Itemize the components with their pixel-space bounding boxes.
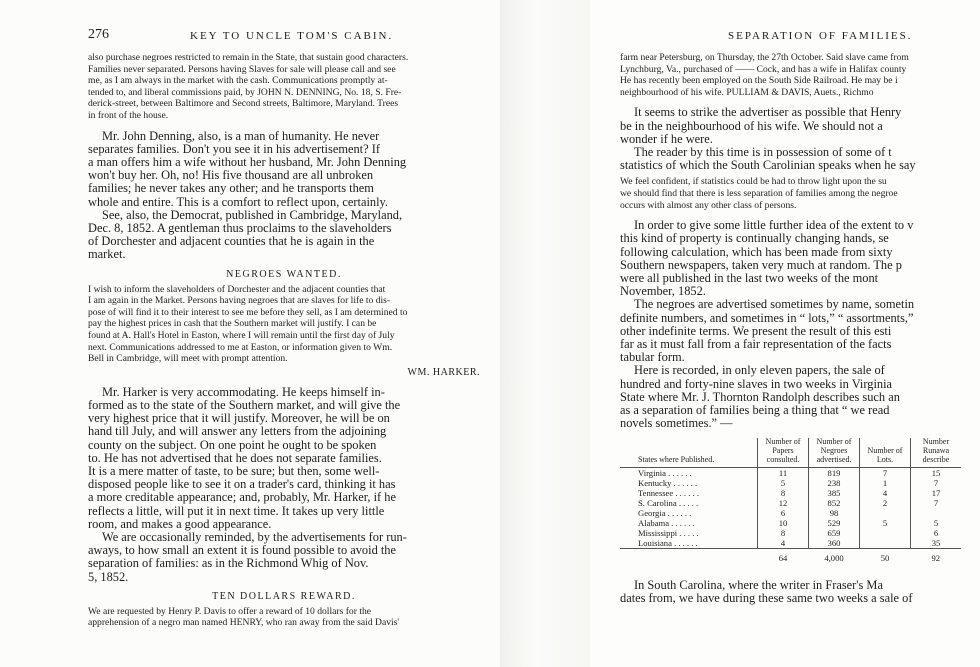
text-line: in front of the house. [88, 109, 169, 121]
table-total-cell: 64 [758, 549, 809, 564]
table-cell: 35 [911, 538, 962, 549]
text-line: pose of will find it to their interest to see me before they sell, as I am determined to [88, 306, 408, 318]
text-line: apprehension of a negro man named HENRY, who ran away from the said Davis' [88, 617, 400, 629]
signature: WM. HARKER. [407, 366, 480, 378]
table-row [620, 498, 961, 508]
table-cell: 360 [809, 538, 860, 549]
text-line: be in the neighbourhood of his wife. We should not a [620, 118, 883, 133]
table-cell: 6 [758, 508, 809, 518]
text-line: The reader by this time is in possession of some of t [634, 144, 892, 159]
table-cell: 17 [911, 488, 962, 498]
text-line: formed as to the state of the Southern market, and will give the [88, 397, 401, 412]
text-line: a more creditable appearance; and, probably, Mr. Harker, if he [88, 490, 396, 505]
text-line: Southern newspapers, taken very much at random. The p [620, 257, 902, 272]
text-line: The negroes are advertised sometimes by name, sometin [634, 297, 915, 312]
running-head-left: KEY TO UNCLE TOM'S CABIN. [190, 30, 394, 42]
table-cell: 659 [809, 528, 860, 538]
table-cell: Tennessee . . . . . . [638, 488, 699, 499]
table-row [620, 468, 961, 479]
table-column-header: Number of Lots. [860, 438, 911, 467]
text-line: aways, to how small an extent it is found possible to avoid the [88, 543, 396, 558]
text-line: other indefinite terms. We present the result of this esti [620, 323, 892, 338]
text-line: 5, 1852. [88, 569, 129, 584]
text-line: whole and entire. This is a comfort to reflect upon, certainly. [88, 194, 389, 209]
table-column-header: Number of Negroes advertised. [809, 438, 860, 467]
section-heading: NEGROES WANTED. [226, 268, 342, 280]
text-line: See, also, the Democrat, published in Cambridge, Maryland, [102, 207, 403, 222]
table-cell: 10 [758, 518, 809, 528]
table-total-cell: 4,000 [809, 549, 860, 564]
table-cell [860, 508, 911, 518]
closing-paragraph [620, 579, 980, 605]
text-line: I am again in the Market. Persons having negroes that are slaves for life to dis- [88, 295, 391, 307]
table-cell: 5 [911, 518, 962, 528]
text-line: very highest price that it will justify. Moreover, he will be on [88, 411, 390, 426]
table-cell [911, 508, 962, 518]
table-row [620, 538, 961, 549]
text-line: In South Carolina, where the writer in Fraser's Ma [634, 578, 883, 593]
text-line: derick-street, between Baltimore and Second streets, Baltimore, Maryland. Trees [88, 98, 399, 110]
table-cell [860, 528, 911, 538]
text-line: as a separation of families being a thing that “ we read [620, 403, 890, 418]
table-cell: 5 [758, 478, 809, 488]
table-row [620, 518, 961, 528]
table-cell: 819 [809, 468, 860, 479]
table-cell: 8 [758, 528, 809, 538]
text-line: market. [88, 247, 126, 262]
text-line: Here is recorded, in only eleven papers, the sale of [634, 363, 885, 378]
text-line: It seems to strike the advertiser as possible that Henry [634, 105, 902, 120]
text-line: to. He has not advertised that he does not separate families. [88, 450, 382, 465]
table-cell: 8 [758, 488, 809, 498]
table-column-header: Number of Papers consulted. [758, 438, 809, 467]
text-line: following calculation, which has been made from sixty [620, 244, 893, 259]
text-line: a man offers him a wife without her husband, Mr. John Denning [88, 154, 407, 169]
text-line: In order to give some little further idea of the extent to v [634, 218, 914, 233]
table-cell: 2 [860, 498, 911, 508]
text-line: hand till July, and will answer any letters from the adjoining [88, 424, 387, 439]
text-line: county on the subject. On one point he ought to be spoken [88, 437, 377, 452]
table-column-header: Number Runawa describe [911, 438, 962, 467]
table-total-cell [620, 549, 758, 564]
text-line: neighbourhood of his wife. PULLIAM & DAVIS, Auets., Richmo [620, 86, 874, 98]
text-line: wonder if he were. [620, 131, 713, 146]
table-cell: 12 [758, 498, 809, 508]
table-cell: 7 [911, 498, 962, 508]
left-page-text [88, 52, 480, 629]
table-column-header: States where Published. [620, 438, 758, 467]
text-line: tended to, and liberal commissions paid, by JOHN N. DENNING, No. 18, S. Fre- [88, 86, 402, 98]
table-row [620, 528, 961, 538]
table-cell: 1 [860, 478, 911, 488]
text-line: definite numbers, and sometimes in “ lots,” “ assortments,” [620, 310, 914, 325]
text-line: statistics of which the South Carolinian speaks when he say [620, 158, 916, 173]
table-totals-row [620, 549, 961, 564]
text-line: He has recently been employed on the South Side Railroad. He may be i [620, 75, 898, 87]
text-line: found at A. Hall's Hotel in Easton, where I will remain until the first day of July [88, 329, 395, 341]
table-cell: 7 [860, 468, 911, 479]
table-total-cell: 92 [911, 549, 962, 564]
table-cell: 238 [809, 478, 860, 488]
table-row [620, 508, 961, 518]
table-cell [860, 538, 911, 549]
text-line: separation of families: as in the Richmond Whig of Nov. [88, 556, 369, 571]
table-cell: 98 [809, 508, 860, 518]
table-cell: Virginia . . . . . . [638, 468, 692, 479]
table-cell: Kentucky . . . . . . [638, 478, 698, 489]
text-line: separates families. Don't you see it in his advertisement? If [88, 141, 380, 156]
text-line: Dec. 8, 1852. A gentleman thus proclaims to the slaveholders [88, 220, 392, 235]
text-line: Lynchburg, Va., purchased of —— Cock, and has a wife in Halifax county [620, 63, 907, 75]
right-page [590, 0, 980, 667]
table-cell: S. Carolina . . . . . [638, 498, 699, 509]
table-cell: 385 [809, 488, 860, 498]
text-line: farm near Petersburg, on Thursday, the 27th October. Said slave came from [620, 52, 909, 63]
table-cell: 7 [911, 478, 962, 488]
text-line: We are occasionally reminded, by the advertisements for run- [102, 529, 407, 544]
text-line: also purchase negroes restricted to remain in the State, that sustain good characters. [88, 52, 409, 63]
text-line: won't buy her. Oh, no! His five thousand are all unbroken [88, 168, 374, 183]
table-total-cell: 50 [860, 549, 911, 564]
text-line: Bell in Cambridge, will meet with prompt attention. [88, 353, 288, 365]
text-line: we should find that there is less separation of families among the negroe [620, 187, 898, 199]
right-page-paragraphs [620, 52, 980, 430]
right-page-text [620, 52, 980, 606]
table-cell: 6 [911, 528, 962, 538]
text-line: reflects a little, will put it in next time. It takes up very little [88, 503, 385, 518]
text-line: far as it must fall from a fair representation of the facts [620, 337, 892, 351]
page-number: 276 [88, 27, 109, 42]
text-line: novels sometimes.” — [620, 416, 733, 431]
text-line: of Dorchester and adjacent counties that he is again in the [88, 234, 375, 249]
text-line: Mr. Harker is very accommodating. He keeps himself in- [102, 384, 385, 399]
text-line: disposed people like to see it on a trader's card, thinking it has [88, 477, 396, 492]
table-cell: 4 [860, 488, 911, 498]
text-line: Mr. John Denning, also, is a man of humanity. He never [102, 128, 380, 143]
table-cell: Louisiana . . . . . . [638, 538, 698, 549]
text-line: me, as I am always in the market with the cash. Communications promptly at- [88, 75, 388, 87]
text-line: dates from, we have during these same two weeks a sale of [620, 591, 913, 606]
text-line: room, and makes a good appearance. [88, 516, 272, 531]
text-line: next. Communications addressed to me at Easton, or information given to Wm. [88, 341, 393, 353]
text-line: November, 1852. [620, 284, 706, 299]
text-line: It is a mere matter of taste, to be sure; but then, some well- [88, 463, 380, 478]
table-row [620, 488, 961, 498]
section-heading: TEN DOLLARS REWARD. [212, 590, 356, 602]
text-line: I wish to inform the slaveholders of Dorchester and the adjacent counties that [88, 283, 386, 295]
text-line: pay the highest prices in cash that the Southern market will justify. I can be [88, 318, 377, 330]
table-row [620, 478, 961, 488]
text-line: We feel confident, if statistics could be had to throw light upon the su [620, 176, 887, 188]
table-body [620, 468, 961, 564]
text-line: Families never separated. Persons having Slaves for sale will please call and see [88, 63, 396, 75]
table-cell: 4 [758, 538, 809, 549]
table-cell: 852 [809, 498, 860, 508]
table-cell: 529 [809, 518, 860, 528]
table-cell: Mississippi . . . . . [638, 528, 699, 539]
table-header-row [620, 438, 961, 467]
text-line: State where Mr. J. Thornton Randolph describes such an [620, 389, 900, 404]
table-cell: 15 [911, 468, 962, 479]
table-cell: 11 [758, 468, 809, 479]
text-line: were all published in the last two weeks of the mont [620, 270, 879, 285]
text-line: families; he never takes any other; and he transports them [88, 181, 374, 196]
text-line: this kind of property is continually changing hands, se [620, 231, 889, 246]
book-gutter [500, 0, 590, 667]
statistics-table [620, 438, 961, 563]
text-line: hundred and forty-nine slaves in two weeks in Virginia [620, 376, 893, 391]
table-cell: 5 [860, 518, 911, 528]
running-head-right: SEPARATION OF FAMILIES. [728, 30, 913, 42]
text-line: tabular form. [620, 350, 685, 365]
text-line: We are requested by Henry P. Davis to offer a reward of 10 dollars for the [88, 605, 372, 617]
table-cell: Georgia . . . . . . [638, 508, 692, 519]
text-line: occurs with almost any other class of persons. [620, 199, 797, 211]
table-cell: Alabama . . . . . . [638, 518, 695, 529]
